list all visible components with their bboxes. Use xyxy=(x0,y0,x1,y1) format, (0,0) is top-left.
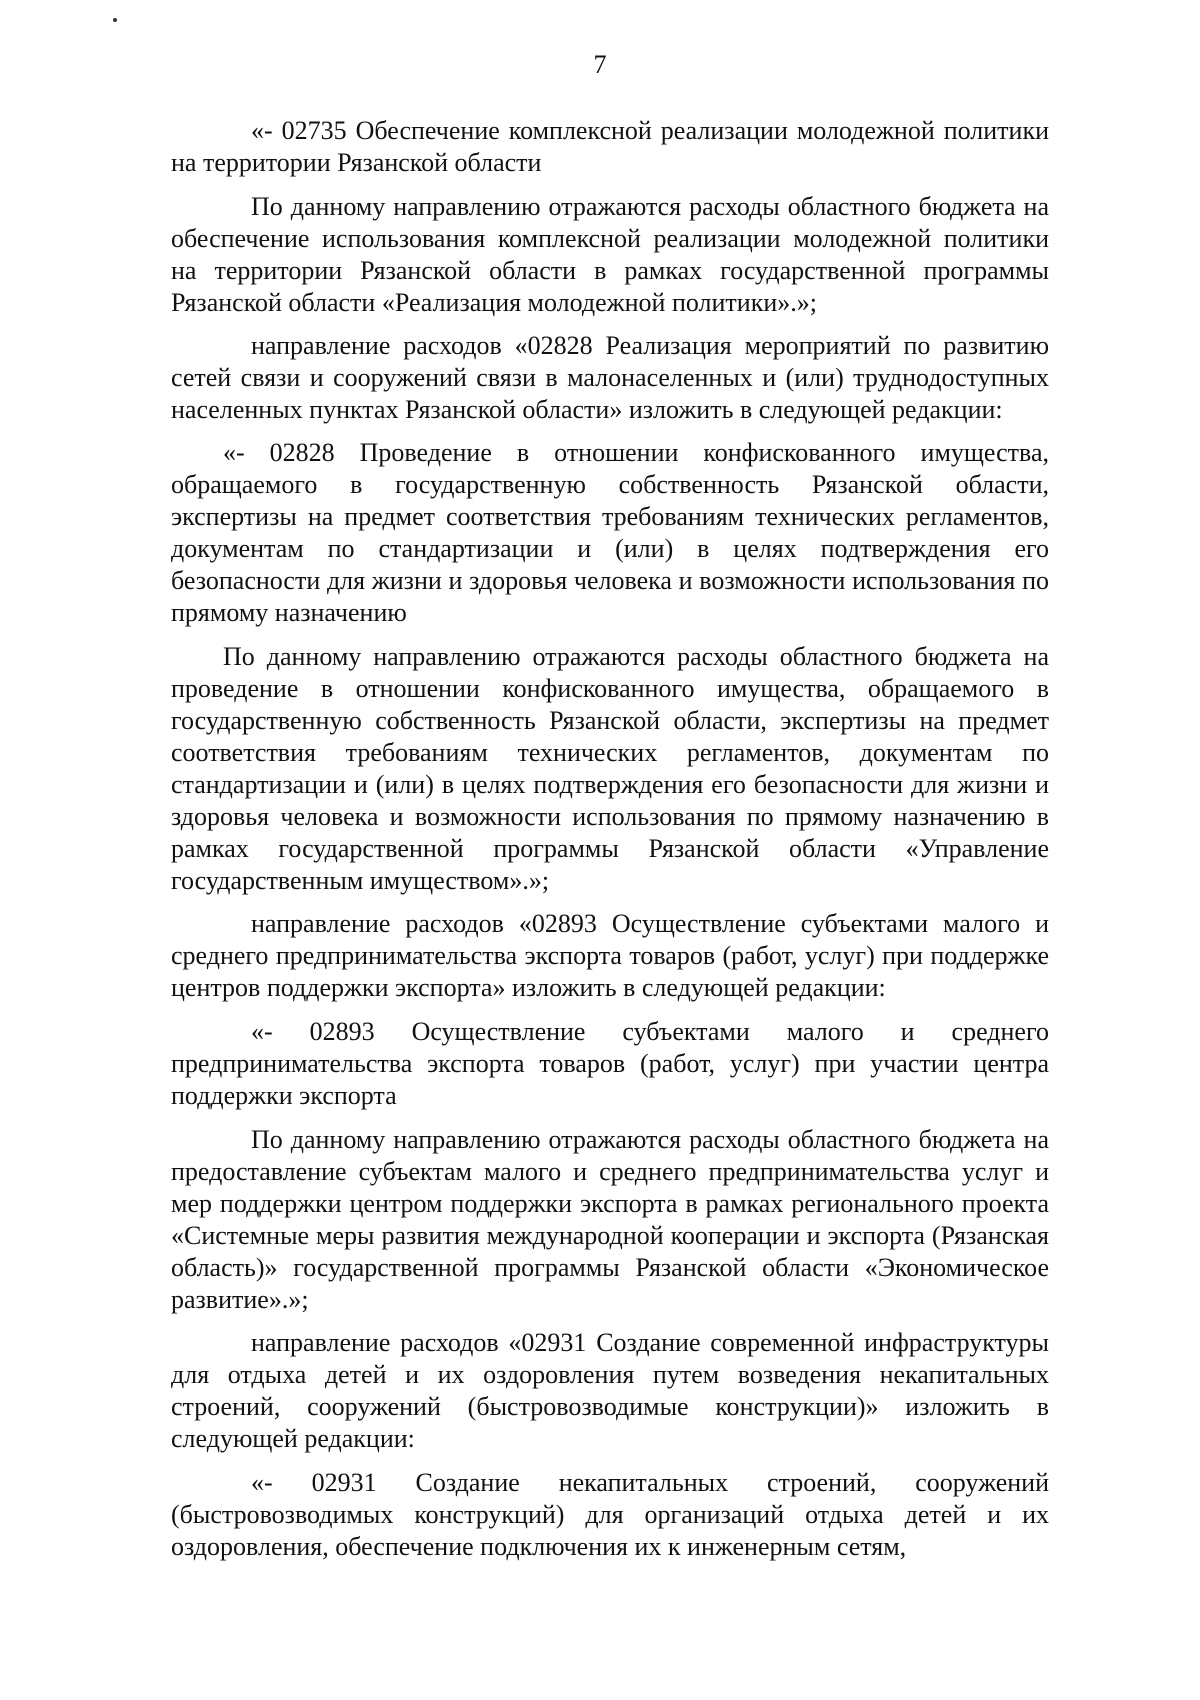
paragraph-amend-02893: направление расходов «02893 Осуществление субъектами малого и среднего предпринимательства экспорта товаров (работ, услуг) при поддержке центров поддержки экспорта» изложить в следующей редакции: xyxy=(171,909,1049,1002)
paragraph-amend-02931: направление расходов «02931 Создание современной инфраструктуры для отдыха детей и их оздоровления путем возведения некапитальных строений, сооружений (быстровозводимые конструкции)» изложить в следующей редакции: xyxy=(171,1328,1049,1453)
paragraph-code-02893: «- 02893 Осуществление субъектами малого и среднего предпринимательства экспорта товаров (работ, услуг) при участии центра поддержки экспорта xyxy=(171,1017,1049,1110)
page-number: 7 xyxy=(593,50,607,79)
scan-speck xyxy=(113,18,117,22)
paragraph-02893-description: По данному направлению отражаются расходы областного бюджета на предоставление субъектам малого и среднего предпринимательства услуг и мер поддержки центром поддержки экспорта в рамках регионального проекта «Системные меры развития международной кооперации и экспорта (Рязанская область)» государственной программы Рязанской области «Экономическое развитие».»; xyxy=(171,1125,1049,1314)
document-body xyxy=(171,115,1049,1563)
paragraph-code-02735: «- 02735 Обеспечение комплексной реализации молодежной политики на территории Рязанской области xyxy=(171,116,1049,177)
paragraph-code-02931: «- 02931 Создание некапитальных строений, сооружений (быстровозводимых конструкций) для организаций отдыха детей и их оздоровления, обеспечение подключения их к инженерным сетям, xyxy=(171,1468,1049,1561)
paragraph-02735-description: По данному направлению отражаются расходы областного бюджета на обеспечение использования комплексной реализации молодежной политики на территории Рязанской области в рамках государственной программы Рязанской области «Реализация молодежной политики».»; xyxy=(171,192,1049,317)
paragraph-amend-02828: направление расходов «02828 Реализация мероприятий по развитию сетей связи и сооружений связи в малонаселенных и (или) труднодоступных населенных пунктах Рязанской области» изложить в следующей редакции: xyxy=(171,331,1049,424)
paragraph-code-02828: «- 02828 Проведение в отношении конфискованного имущества, обращаемого в государственную собственность Рязанской области, экспертизы на предмет соответствия требованиям технических регламентов, документам по стандартизации и (или) в целях подтверждения его безопасности для жизни и здоровья человека и возможности использования по прямому назначению xyxy=(171,438,1049,627)
paragraph-02828-description: По данному направлению отражаются расходы областного бюджета на проведение в отношении конфискованного имущества, обращаемого в государственную собственность Рязанской области, экспертизы на предмет соответствия требованиям технических регламентов, документам по стандартизации и (или) в целях подтверждения его безопасности для жизни и здоровья человека и возможности использования по прямому назначению в рамках государственной программы Рязанской области «Управление государственным имуществом».»; xyxy=(171,642,1049,895)
